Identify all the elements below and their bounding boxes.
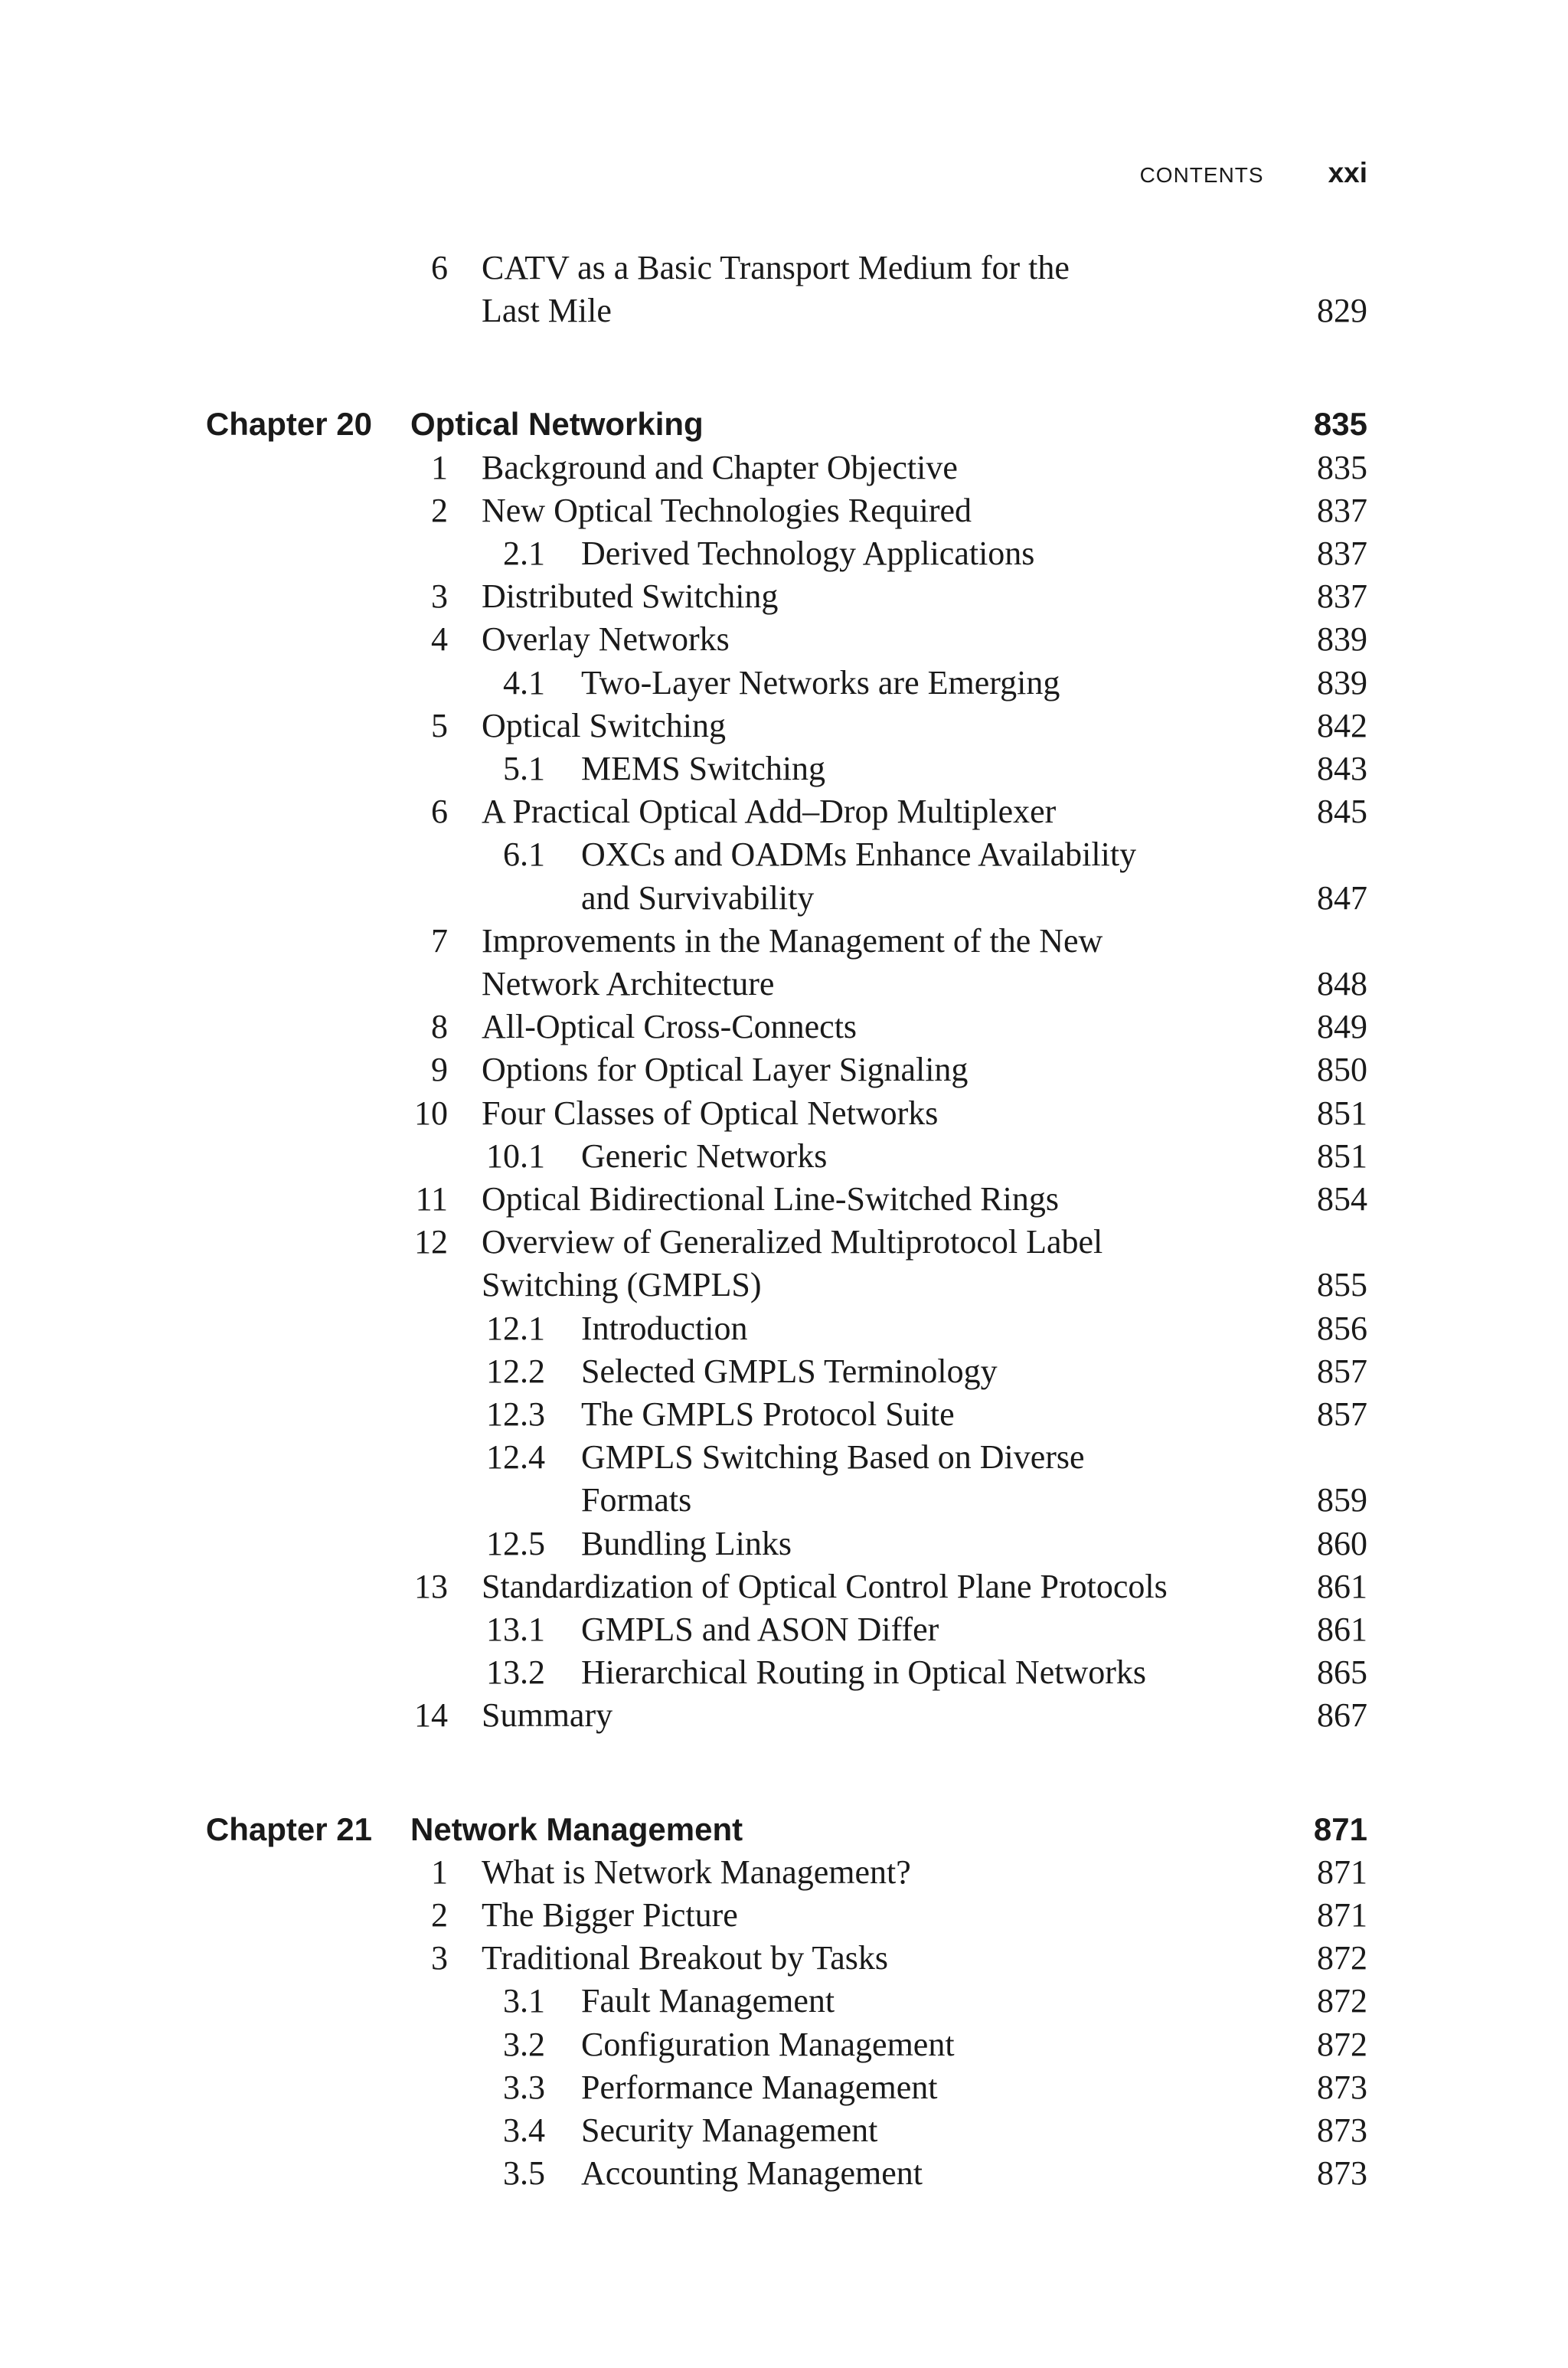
section-title: Security Management xyxy=(581,2111,878,2149)
section-number: 13 xyxy=(414,1567,448,1605)
section-number: 12.5 xyxy=(486,1524,545,1562)
section-number: 2.1 xyxy=(503,535,545,572)
section-page-number: 837 xyxy=(1317,577,1367,616)
section-title: Performance Management xyxy=(581,2068,938,2106)
section-number: 12.2 xyxy=(486,1352,545,1390)
section-number: 13.1 xyxy=(486,1611,545,1648)
chapter-page-number: 871 xyxy=(1313,1810,1367,1847)
section-number: 6 xyxy=(431,249,448,286)
section-page-number: 872 xyxy=(1317,2025,1367,2063)
section-title: Configuration Management xyxy=(581,2025,955,2063)
section-page-number: 873 xyxy=(1317,2068,1367,2106)
section-page-number: 854 xyxy=(1317,1180,1367,1218)
section-number: 10.1 xyxy=(486,1137,545,1175)
section-page-number: 849 xyxy=(1317,1008,1367,1046)
section-number: 5.1 xyxy=(503,750,545,787)
section-number: 3.1 xyxy=(503,1982,545,2020)
section-title: Bundling Links xyxy=(581,1524,792,1562)
section-page-number: 867 xyxy=(1317,1696,1367,1735)
section-page-number: 856 xyxy=(1317,1309,1367,1347)
chapter-page-number: 835 xyxy=(1313,406,1367,443)
chapter-title: Network Management xyxy=(410,1810,743,1847)
section-number: 8 xyxy=(431,1008,448,1046)
chapter-label: Chapter 21 xyxy=(205,1810,372,1847)
section-page-number: 859 xyxy=(1317,1481,1367,1519)
section-number: 1 xyxy=(431,1853,448,1891)
section-title: Background and Chapter Objective xyxy=(482,448,958,486)
section-title: The Bigger Picture xyxy=(482,1896,738,1934)
section-number: 3.5 xyxy=(503,2154,545,2193)
section-number: 5 xyxy=(431,706,448,744)
page-number: xxi xyxy=(1328,157,1367,188)
section-page-number: 839 xyxy=(1317,663,1367,702)
section-title: Hierarchical Routing in Optical Networks xyxy=(581,1653,1147,1692)
section-title: Distributed Switching xyxy=(482,577,779,616)
section-title: GMPLS and ASON Differ xyxy=(581,1611,939,1648)
section-title: Optical Switching xyxy=(482,706,726,744)
section-title: New Optical Technologies Required xyxy=(482,491,972,529)
section-number: 7 xyxy=(431,921,448,960)
chapter-label: Chapter 20 xyxy=(205,406,372,443)
section-page-number: 872 xyxy=(1317,1939,1367,1977)
section-title: Switching (GMPLS) xyxy=(482,1266,762,1304)
section-title: Two-Layer Networks are Emerging xyxy=(581,663,1060,702)
section-title: Last Mile xyxy=(482,292,612,330)
section-page-number: 839 xyxy=(1317,620,1367,659)
section-number: 12.1 xyxy=(486,1309,545,1347)
section-number: 2 xyxy=(431,1896,448,1934)
section-number: 4.1 xyxy=(503,663,545,702)
section-title: All-Optical Cross-Connects xyxy=(482,1008,858,1046)
section-page-number: 873 xyxy=(1317,2111,1367,2149)
section-page-number: 871 xyxy=(1317,1853,1367,1891)
section-title: MEMS Switching xyxy=(581,750,826,787)
section-title: A Practical Optical Add–Drop Multiplexer xyxy=(482,793,1057,831)
section-page-number: 851 xyxy=(1317,1094,1367,1132)
section-title: Optical Bidirectional Line-Switched Rings xyxy=(482,1180,1059,1218)
section-page-number: 851 xyxy=(1317,1137,1367,1175)
section-page-number: 835 xyxy=(1317,448,1367,486)
section-number: 9 xyxy=(431,1051,448,1089)
section-number: 1 xyxy=(431,448,448,486)
section-page-number: 847 xyxy=(1317,878,1367,917)
section-page-number: 861 xyxy=(1317,1611,1367,1648)
section-title: Options for Optical Layer Signaling xyxy=(482,1051,969,1089)
section-number: 12.3 xyxy=(486,1395,545,1433)
section-page-number: 850 xyxy=(1317,1051,1367,1089)
section-title: Accounting Management xyxy=(581,2154,923,2193)
section-number: 12.4 xyxy=(486,1438,545,1477)
section-title: Generic Networks xyxy=(581,1137,828,1175)
section-title: Improvements in the Management of the New xyxy=(482,921,1103,960)
section-title: Derived Technology Applications xyxy=(581,535,1035,572)
section-page-number: 860 xyxy=(1317,1524,1367,1562)
section-number: 10 xyxy=(414,1094,448,1132)
section-page-number: 872 xyxy=(1317,1982,1367,2020)
section-title: Four Classes of Optical Networks xyxy=(482,1094,939,1132)
section-title: What is Network Management? xyxy=(482,1853,911,1891)
section-number: 6.1 xyxy=(503,836,545,874)
section-title: Traditional Breakout by Tasks xyxy=(482,1939,889,1977)
section-title: Selected GMPLS Terminology xyxy=(581,1352,998,1390)
section-number: 2 xyxy=(431,491,448,529)
section-page-number: 842 xyxy=(1317,706,1367,744)
section-number: 3 xyxy=(431,1939,448,1977)
section-page-number: 857 xyxy=(1317,1395,1367,1433)
section-number: 3.3 xyxy=(503,2068,545,2106)
running-header-label: CONTENTS xyxy=(1139,163,1264,187)
section-title: and Survivability xyxy=(581,878,815,917)
section-page-number: 871 xyxy=(1317,1896,1367,1934)
section-page-number: 857 xyxy=(1317,1352,1367,1390)
section-page-number: 865 xyxy=(1317,1653,1367,1692)
section-page-number: 848 xyxy=(1317,964,1367,1002)
section-title: OXCs and OADMs Enhance Availability xyxy=(581,836,1137,874)
section-title: Overview of Generalized Multiprotocol Label xyxy=(482,1223,1103,1261)
section-number: 12 xyxy=(414,1223,448,1261)
section-title: Introduction xyxy=(581,1309,748,1347)
section-number: 14 xyxy=(414,1696,448,1735)
section-number: 3.4 xyxy=(503,2111,545,2149)
section-page-number: 855 xyxy=(1317,1266,1367,1304)
section-number: 3 xyxy=(431,577,448,616)
section-title: Standardization of Optical Control Plane Protocols xyxy=(482,1567,1168,1605)
section-title: Formats xyxy=(581,1481,692,1519)
section-title: Overlay Networks xyxy=(482,620,730,659)
section-number: 4 xyxy=(431,620,448,659)
section-title: Network Architecture xyxy=(482,964,775,1002)
section-title: The GMPLS Protocol Suite xyxy=(581,1395,955,1433)
section-page-number: 845 xyxy=(1317,793,1367,831)
section-page-number: 873 xyxy=(1317,2154,1367,2193)
section-title: CATV as a Basic Transport Medium for the xyxy=(482,249,1070,286)
section-number: 13.2 xyxy=(486,1653,545,1692)
section-page-number: 843 xyxy=(1317,750,1367,787)
section-page-number: 829 xyxy=(1317,292,1367,330)
section-title: GMPLS Switching Based on Diverse xyxy=(581,1438,1085,1477)
section-page-number: 837 xyxy=(1317,535,1367,572)
section-number: 6 xyxy=(431,793,448,831)
chapter-title: Optical Networking xyxy=(410,406,704,443)
section-page-number: 837 xyxy=(1317,491,1367,529)
section-title: Fault Management xyxy=(581,1982,835,2020)
section-page-number: 861 xyxy=(1317,1567,1367,1605)
section-title: Summary xyxy=(482,1696,613,1735)
section-number: 3.2 xyxy=(503,2025,545,2063)
section-number: 11 xyxy=(415,1180,448,1218)
